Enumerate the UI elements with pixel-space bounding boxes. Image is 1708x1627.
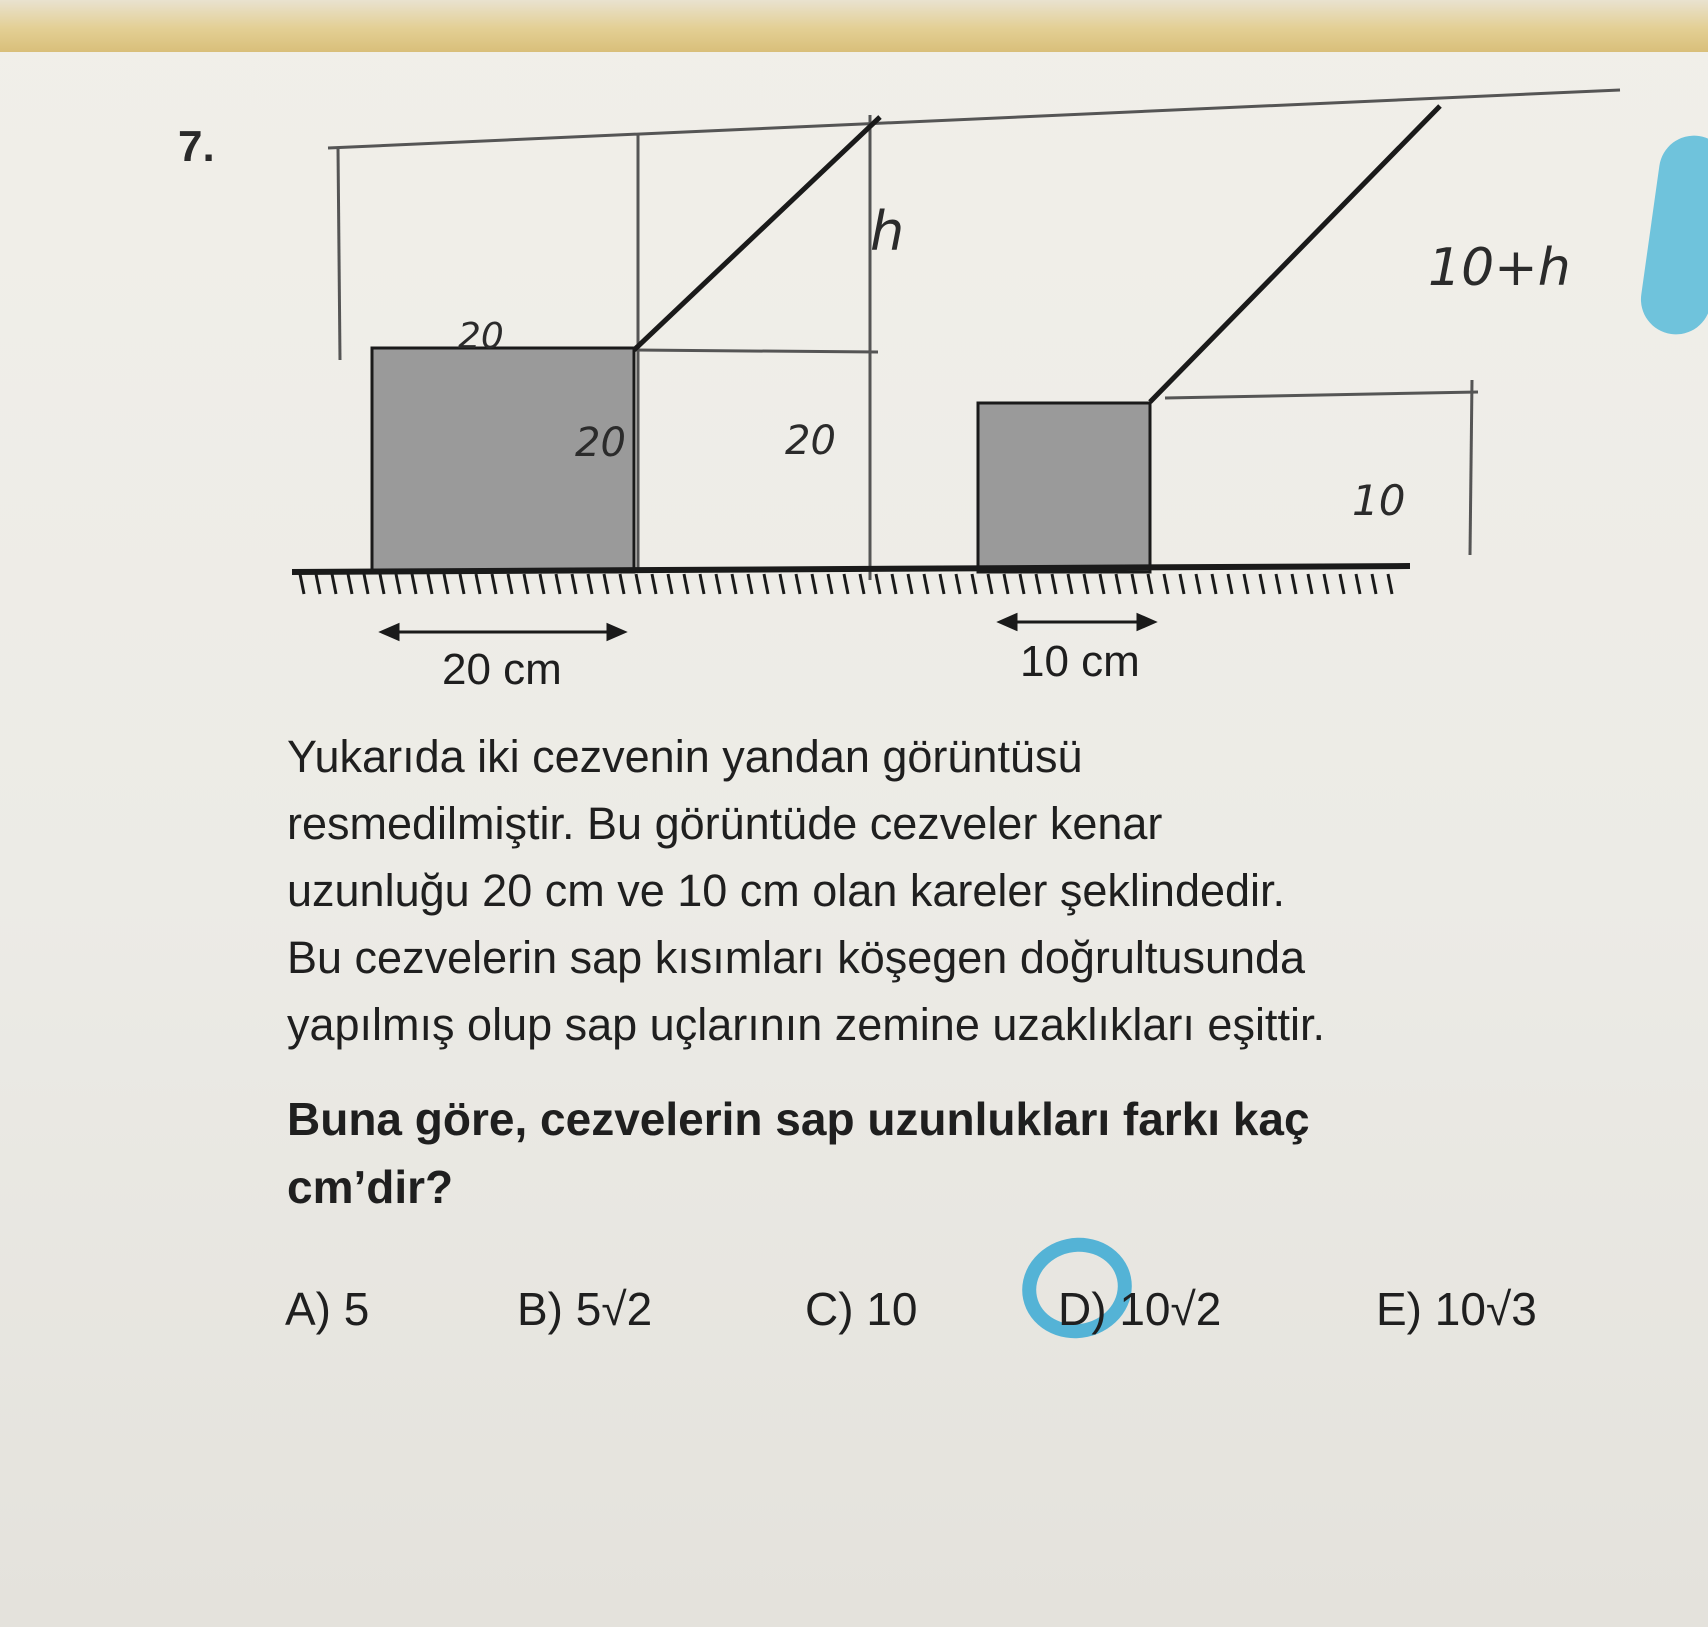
hatch-mark (956, 574, 960, 594)
question-text (287, 723, 1547, 1058)
hatch-mark (924, 574, 928, 594)
hatch-mark (636, 574, 640, 594)
arrowhead-left-2 (1000, 615, 1016, 629)
hatch-mark (508, 574, 512, 594)
hatch-mark (652, 574, 656, 594)
hatch-mark (732, 574, 736, 594)
question-line: Bu cezvelerin sap kısımları köşegen doğrultusunda (287, 932, 1306, 983)
pencil-right-vertical (1470, 380, 1472, 555)
hatch-mark (796, 574, 800, 594)
hatch-mark (1052, 574, 1056, 594)
hatch-mark (1164, 574, 1168, 594)
arrowhead-right (608, 625, 624, 639)
hatch-mark (844, 574, 848, 594)
handwritten-h: h (870, 200, 905, 263)
hatch-mark (908, 574, 912, 594)
hatch-mark (364, 574, 368, 594)
handwritten-20-side: 20 (575, 420, 626, 466)
hatch-mark (1084, 574, 1088, 594)
hatch-mark (1100, 574, 1104, 594)
prompt-line: Buna göre, cezvelerin sap uzunlukları farkı kaç (287, 1093, 1310, 1145)
hatch-mark (1244, 574, 1248, 594)
hatch-mark (1276, 574, 1280, 594)
question-line: yapılmış olup sap uçlarının zemine uzaklıkları eşittir. (287, 999, 1325, 1050)
label-10cm: 10 cm (1020, 637, 1140, 686)
hatch-mark (1356, 574, 1360, 594)
hatch-mark (476, 574, 480, 594)
hatch-mark (780, 574, 784, 594)
question-number: 7. (178, 122, 215, 171)
small-square-cezve (978, 403, 1150, 572)
handwritten-20-top: 20 (458, 316, 504, 357)
ground-hatching (300, 574, 1392, 594)
hatch-mark (380, 574, 384, 594)
hatch-mark (860, 574, 864, 594)
hatch-mark (812, 574, 816, 594)
hatch-mark (1004, 574, 1008, 594)
hatch-mark (764, 574, 768, 594)
small-cezve-handle (1150, 106, 1440, 402)
arrowhead-right-2 (1138, 615, 1154, 629)
hatch-mark (1308, 574, 1312, 594)
hatch-mark (1324, 574, 1328, 594)
question-line: uzunluğu 20 cm ve 10 cm olan kareler şeklindedir. (287, 865, 1286, 916)
hatch-mark (604, 574, 608, 594)
hatch-mark (716, 574, 720, 594)
hatch-mark (1388, 574, 1392, 594)
hatch-mark (1020, 574, 1024, 594)
hatch-mark (1036, 574, 1040, 594)
hatch-mark (1292, 574, 1296, 594)
hatch-mark (972, 574, 976, 594)
hatch-mark (332, 574, 336, 594)
pencil-right-horizontal (1165, 392, 1478, 398)
hatch-mark (988, 574, 992, 594)
large-cezve-handle (634, 117, 880, 350)
question-line: resmedilmiştir. Bu görüntüde cezveler kenar (287, 798, 1163, 849)
hatch-mark (556, 574, 560, 594)
arrowhead-left (382, 625, 398, 639)
pencil-mid-horizontal (632, 350, 878, 352)
hatch-mark (396, 574, 400, 594)
handwritten-20-right: 20 (785, 418, 836, 464)
hatch-mark (1196, 574, 1200, 594)
hatch-mark (492, 574, 496, 594)
hatch-mark (1372, 574, 1376, 594)
hatch-mark (1148, 574, 1152, 594)
prompt-line: cm’dir? (287, 1161, 454, 1213)
hatch-mark (412, 574, 416, 594)
hatch-mark (828, 574, 832, 594)
question-line: Yukarıda iki cezvenin yandan görüntüsü (287, 731, 1083, 782)
hatch-mark (300, 574, 304, 594)
question-prompt (287, 1085, 1547, 1221)
hatch-mark (1228, 574, 1232, 594)
hatch-mark (1212, 574, 1216, 594)
hatch-mark (668, 574, 672, 594)
hatch-mark (1340, 574, 1344, 594)
hatch-mark (460, 574, 464, 594)
hatch-mark (892, 574, 896, 594)
hatch-mark (428, 574, 432, 594)
hatch-mark (1068, 574, 1072, 594)
handwritten-10: 10 (1352, 476, 1406, 525)
hatch-mark (572, 574, 576, 594)
hatch-mark (1132, 574, 1136, 594)
option-e[interactable]: E) 10√3 (1376, 1283, 1537, 1335)
option-c[interactable]: C) 10 (805, 1283, 918, 1335)
hatch-mark (1180, 574, 1184, 594)
label-20cm: 20 cm (442, 645, 562, 694)
hatch-mark (540, 574, 544, 594)
hatch-mark (748, 574, 752, 594)
dimension-arrows (382, 615, 1154, 639)
option-a[interactable]: A) 5 (285, 1283, 370, 1335)
hatch-mark (316, 574, 320, 594)
hatch-mark (524, 574, 528, 594)
hatch-mark (588, 574, 592, 594)
hatch-mark (1116, 574, 1120, 594)
hatch-mark (876, 574, 880, 594)
pencil-left-vertical (338, 148, 340, 360)
hatch-mark (444, 574, 448, 594)
hatch-mark (348, 574, 352, 594)
hatch-mark (940, 574, 944, 594)
option-b[interactable]: B) 5√2 (517, 1283, 653, 1335)
hatch-mark (700, 574, 704, 594)
handwritten-10-plus-h: 10+h (1428, 238, 1571, 298)
hatch-mark (684, 574, 688, 594)
hatch-mark (1260, 574, 1264, 594)
hatch-mark (620, 574, 624, 594)
option-d[interactable]: D) 10√2 (1058, 1283, 1222, 1335)
